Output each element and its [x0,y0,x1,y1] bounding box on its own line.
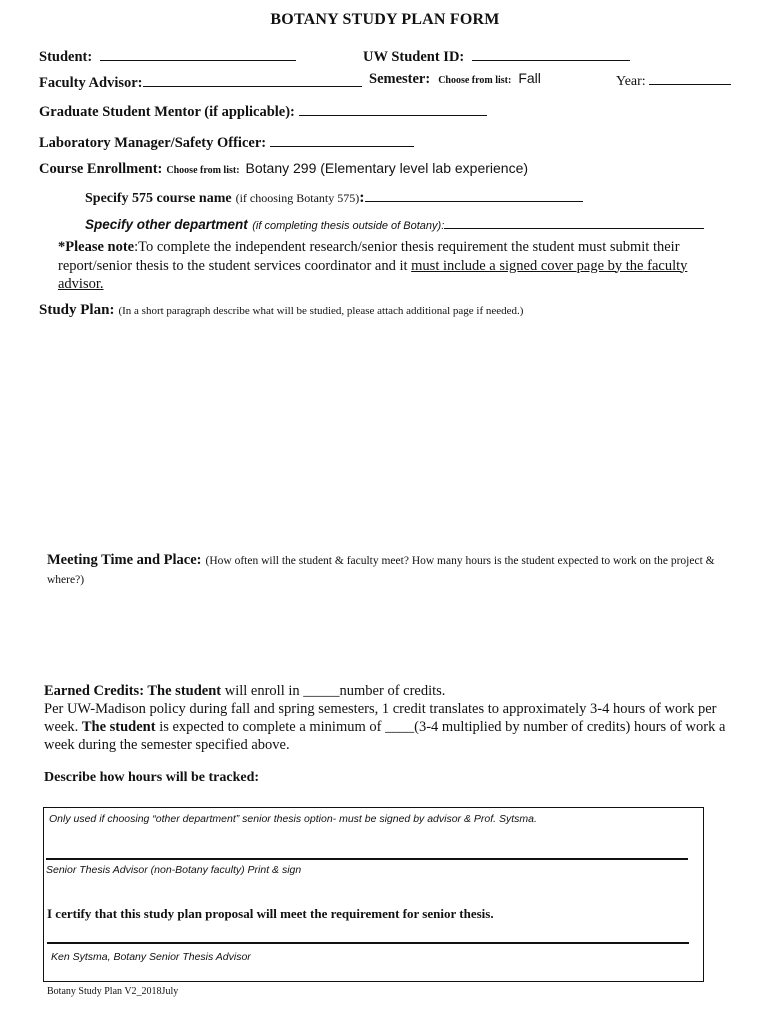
credits-text-2: number of credits. [339,683,446,699]
specify-575-field[interactable] [365,187,583,202]
certify-statement: I certify that this study plan proposal will meet the requirement for senior thesis. [47,906,494,921]
study-plan-row [39,301,523,319]
specify-other-row: Specify other department (if completing thesis outside of Botany): [85,214,704,234]
credits-number-blank[interactable]: _____ [303,683,340,699]
course-select[interactable]: Botany 299 (Elementary level lab experience) [245,160,529,176]
specify-other-label: Specify other department [85,217,248,232]
please-note-text: :To complete the independent research/senior thesis requirement the student must submit their report/senior thesis to the student services coordinator and it [58,239,680,274]
study-plan-note: (In a short paragraph describe what will be studied, please attach additional page if needed.) [118,305,524,317]
specify-575-label: Specify 575 course name [85,191,232,206]
hours-minimum-blank[interactable]: ____ [385,719,415,735]
hours-tracked-row [44,768,259,786]
grad-mentor-row [39,101,487,121]
lab-manager-row [39,132,414,152]
please-note-underlined: must include a signed cover page by the faculty advisor. [58,257,688,292]
faculty-advisor-field[interactable] [143,72,362,87]
student-row [39,46,296,66]
earned-credits-label: Earned Credits: The student [44,683,222,699]
course-enrollment-row [39,160,528,178]
grad-mentor-label: Graduate Student Mentor (if applicable): [39,104,295,120]
lab-manager-label: Laboratory Manager/Safety Officer: [39,135,267,151]
sytsma-signature-label: Ken Sytsma, Botany Senior Thesis Advisor [51,951,251,963]
sytsma-signature-line[interactable] [47,942,689,944]
student-field[interactable] [100,46,296,61]
year-label: Year: [616,74,646,89]
specify-other-note: (if completing thesis outside of Botany) [252,220,442,232]
faculty-advisor-row [39,72,362,92]
footer-version: Botany Study Plan V2_2018July [47,986,179,997]
lab-manager-field[interactable] [270,132,414,147]
meeting-label: Meeting Time and Place: [47,552,202,568]
meeting-row [47,551,717,589]
study-plan-label: Study Plan: [39,302,115,318]
grad-mentor-field[interactable] [299,101,487,116]
meeting-note: (How often will the student & faculty meet? How many hours is the student expected to work on the project & where?) [47,555,715,586]
credits-policy-text: Per UW-Madison policy during fall and spring semesters, 1 credit translates to approximately 3-4 hours of work per week. [44,701,717,735]
earned-credits-paragraph [44,682,734,754]
uw-id-field[interactable] [472,46,630,61]
box-note: Only used if choosing “other department” senior thesis option- must be signed by advisor & Prof. Sytsma. [49,813,537,825]
year-field[interactable] [649,70,731,85]
student-label: Student: [39,49,93,65]
specify-575-row: Specify 575 course name (if choosing Botanty 575): [85,187,583,207]
semester-row [369,70,541,88]
meeting-input-area[interactable] [47,590,717,675]
form-title: BOTANY STUDY PLAN FORM [270,11,500,28]
year-row [616,70,731,90]
semester-choose-hint: Choose from list: [438,75,512,86]
specify-575-note: (if choosing Botanty 575) [235,191,360,205]
please-note-paragraph [58,238,726,294]
course-enrollment-label: Course Enrollment: [39,161,163,177]
specify-other-field[interactable] [444,214,704,229]
semester-label: Semester: [369,71,431,87]
hours-tracked-label: Describe how hours will be tracked: [44,770,260,785]
study-plan-input-area[interactable] [39,325,729,545]
senior-advisor-signature-label: Senior Thesis Advisor (non-Botany faculty) Print & sign [46,864,302,876]
faculty-advisor-label: Faculty Advisor: [39,75,143,91]
semester-select[interactable]: Fall [518,70,541,86]
uw-id-label: UW Student ID: [363,49,465,65]
senior-thesis-signature-box [43,807,704,982]
credits-student-bold: The student [81,719,156,735]
uw-id-row [363,46,630,66]
credits-policy-rest: is expected to complete a minimum of [155,719,386,735]
credits-policy-end: (3-4 multiplied by number of credits) hours of work a week during the semester specified above. [44,719,726,753]
credits-text: will enroll in [221,683,304,699]
senior-advisor-signature-line[interactable] [46,858,688,860]
please-note-label: *Please note [58,239,135,255]
course-choose-hint: Choose from list: [166,165,240,176]
